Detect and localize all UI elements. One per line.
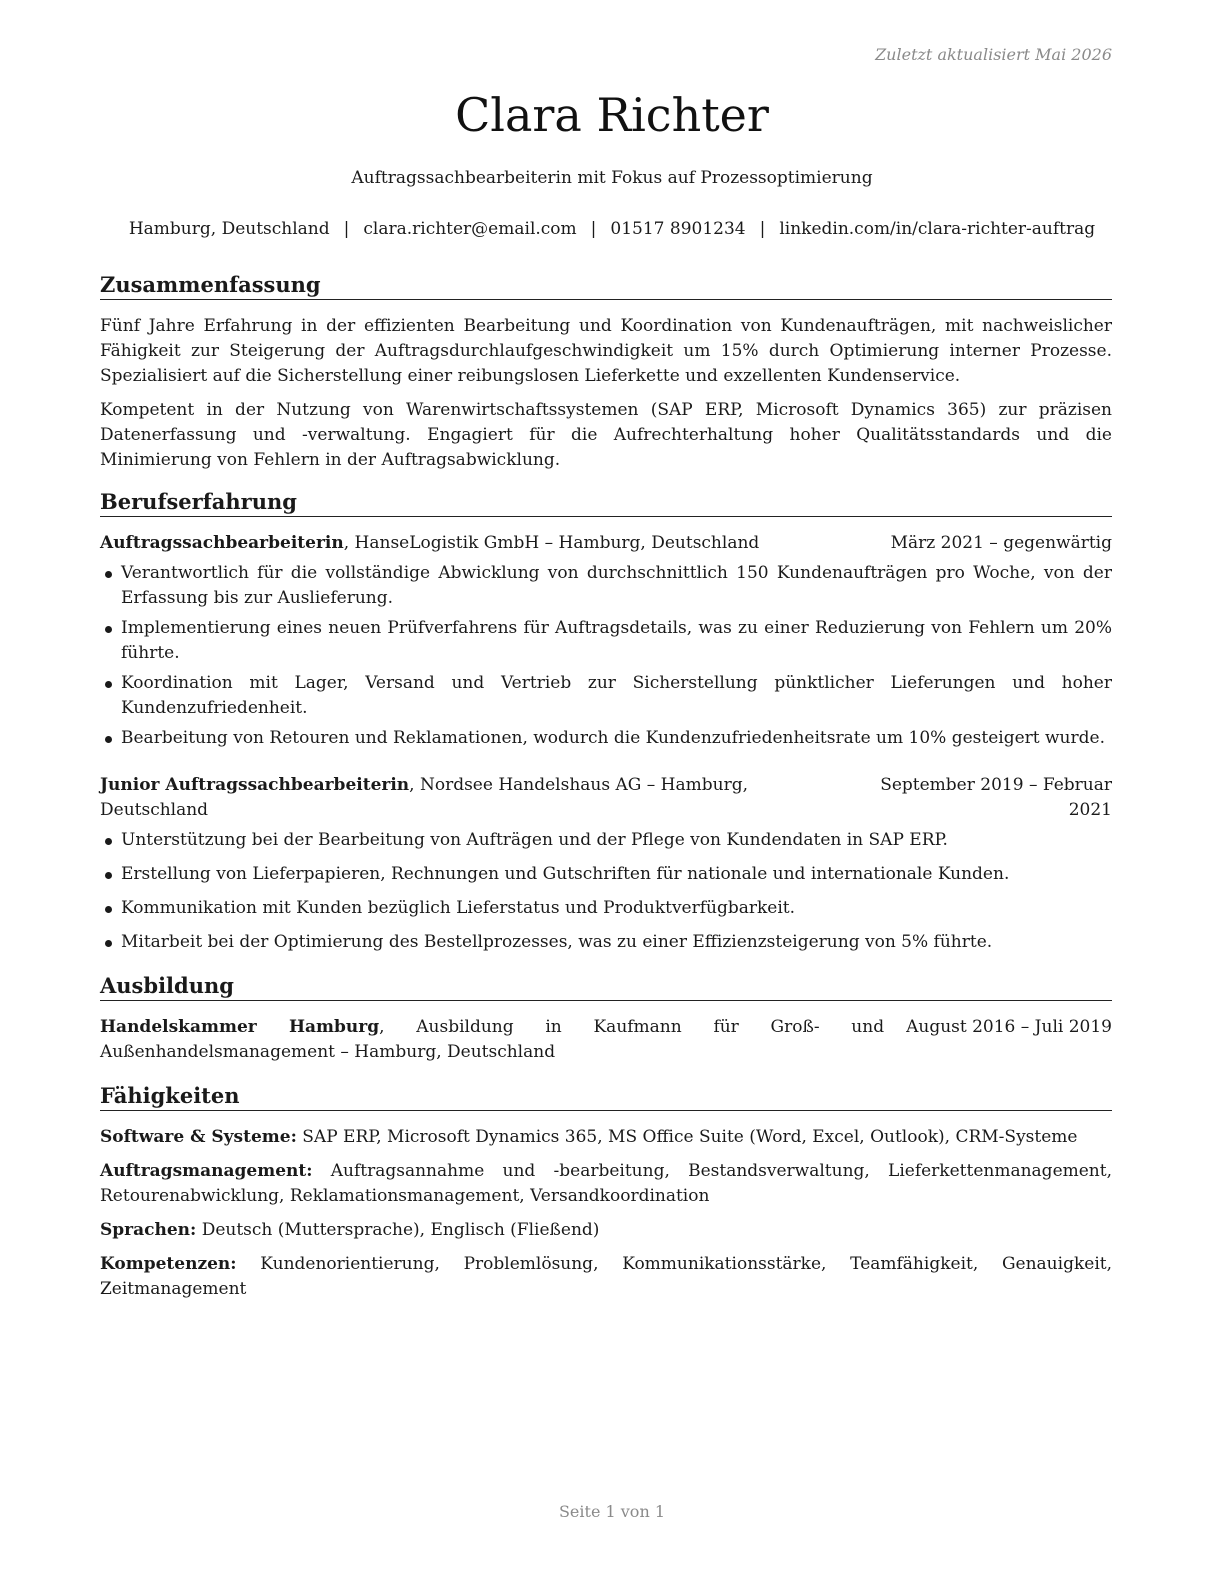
section-title-summary: Zusammenfassung: [100, 272, 1112, 300]
education-dates: August 2016 – Juli 2019: [906, 1017, 1112, 1037]
section-title-experience: Berufserfahrung: [100, 489, 1112, 517]
list-item: Bearbeitung von Retouren und Reklamationen, wodurch die Kundenzufriedenheitsrate um 10% gesteigert wurde.: [100, 726, 1112, 751]
resume-content: [100, 272, 1112, 1302]
list-item: Kommunikation mit Kunden bezüglich Lieferstatus und Produktverfügbarkeit.: [100, 896, 1112, 921]
skill-row: [100, 1125, 1112, 1150]
job-header: [100, 773, 1112, 823]
skills-section: [100, 1083, 1112, 1302]
contact-email[interactable]: clara.richter@email.com: [363, 219, 577, 239]
job-company: , Nordsee Handelshaus AG – Hamburg, Deutschland: [100, 775, 748, 820]
education-institution: Handelskammer Hamburg: [100, 1017, 380, 1037]
skill-row: [100, 1218, 1112, 1243]
section-title-education: Ausbildung: [100, 973, 1112, 1001]
list-item: Verantwortlich für die vollständige Abwicklung von durchschnittlich 150 Kundenaufträgen pro Woche, von der Erfassung bis zur Auslieferung.: [100, 561, 1112, 611]
job-entry: [100, 773, 1112, 955]
page-footer: Seite 1 von 1: [558, 1502, 666, 1521]
skill-label: Sprachen:: [100, 1220, 197, 1240]
contact-separator: |: [590, 219, 597, 239]
last-updated: Zuletzt aktualisiert Mai 2026: [875, 45, 1112, 64]
skill-row: [100, 1159, 1112, 1209]
job-role: Auftragssachbearbeiterin: [100, 533, 344, 553]
job-company: , HanseLogistik GmbH – Hamburg, Deutschland: [343, 533, 760, 553]
skill-row: [100, 1252, 1112, 1302]
skill-value: Auftragsannahme und -bearbeitung, Bestandsverwaltung, Lieferkettenmanagement, Retourenabwicklung, Reklamationsmanagement, Versandkoordination: [100, 1161, 1112, 1206]
section-title-skills: Fähigkeiten: [100, 1083, 1112, 1111]
skill-value: Kundenorientierung, Problemlösung, Kommunikationsstärke, Teamfähigkeit, Genauigkeit, Zeitmanagement: [100, 1254, 1112, 1299]
job-dates: März 2021 – gegenwärtig: [890, 533, 1112, 553]
list-item: Erstellung von Lieferpapieren, Rechnungen und Gutschriften für nationale und internationale Kunden.: [100, 862, 1112, 887]
job-dates: September 2019 – Februar 2021: [880, 775, 1112, 820]
list-item: Koordination mit Lager, Versand und Vertrieb zur Sicherstellung pünktlicher Lieferungen und hoher Kundenzufriedenheit.: [100, 671, 1112, 721]
experience-section: [100, 489, 1112, 955]
tagline: Auftragssachbearbeiterin mit Fokus auf Prozessoptimierung: [351, 168, 873, 188]
contact-line: [0, 219, 1224, 239]
job-bullets: [100, 561, 1112, 751]
summary-section: [100, 272, 1112, 473]
skill-label: Software & Systeme:: [100, 1127, 297, 1147]
summary-paragraph: Kompetent in der Nutzung von Warenwirtschaftssystemen (SAP ERP, Microsoft Dynamics 365) zur präzisen Datenerfassung und -verwaltung. Engagiert für die Aufrechterhaltung hoher Qualitätsstandards und die Minimierung von Fehlern in der Auftragsabwicklung.: [100, 400, 1112, 470]
education-details: , Ausbildung in Kaufmann für Groß- und Außenhandelsmanagement – Hamburg, Deutschland: [100, 1017, 885, 1062]
contact-phone[interactable]: 01517 8901234: [610, 219, 746, 239]
summary-paragraph: Fünf Jahre Erfahrung in der effizienten Bearbeitung und Koordination von Kundenaufträgen, mit nachweislicher Fähigkeit zur Steigerung der Auftragsdurchlaufgeschwindigkeit um 15% durch Optimierung interner Prozesse. Spezialisiert auf die Sicherstellung einer reibungslosen Lieferkette und exzellenten Kundenservice.: [100, 316, 1112, 386]
job-role: Junior Auftragssachbearbeiterin: [100, 775, 410, 795]
candidate-name: Clara Richter: [455, 88, 769, 142]
list-item: Implementierung eines neuen Prüfverfahrens für Auftragsdetails, was zu einer Reduzierung von Fehlern um 20% führte.: [100, 616, 1112, 666]
job-entry: [100, 531, 1112, 751]
skill-label: Kompetenzen:: [100, 1254, 237, 1274]
contact-location: Hamburg, Deutschland: [128, 219, 330, 239]
skill-value: Deutsch (Muttersprache), Englisch (Fließend): [196, 1220, 600, 1240]
skill-value: SAP ERP, Microsoft Dynamics 365, MS Office Suite (Word, Excel, Outlook), CRM-Systeme: [296, 1127, 1078, 1147]
education-section: [100, 973, 1112, 1065]
job-header: [100, 531, 1112, 556]
education-entry: [100, 1015, 1112, 1065]
list-item: Unterstützung bei der Bearbeitung von Aufträgen und der Pflege von Kundendaten in SAP ERP.: [100, 828, 1112, 853]
contact-separator: |: [343, 219, 350, 239]
job-bullets: [100, 828, 1112, 955]
skill-label: Auftragsmanagement:: [100, 1161, 313, 1181]
contact-separator: |: [759, 219, 766, 239]
contact-linkedin[interactable]: linkedin.com/in/clara-richter-auftrag: [779, 219, 1096, 239]
list-item: Mitarbeit bei der Optimierung des Bestellprozesses, was zu einer Effizienzsteigerung von 5% führte.: [100, 930, 1112, 955]
